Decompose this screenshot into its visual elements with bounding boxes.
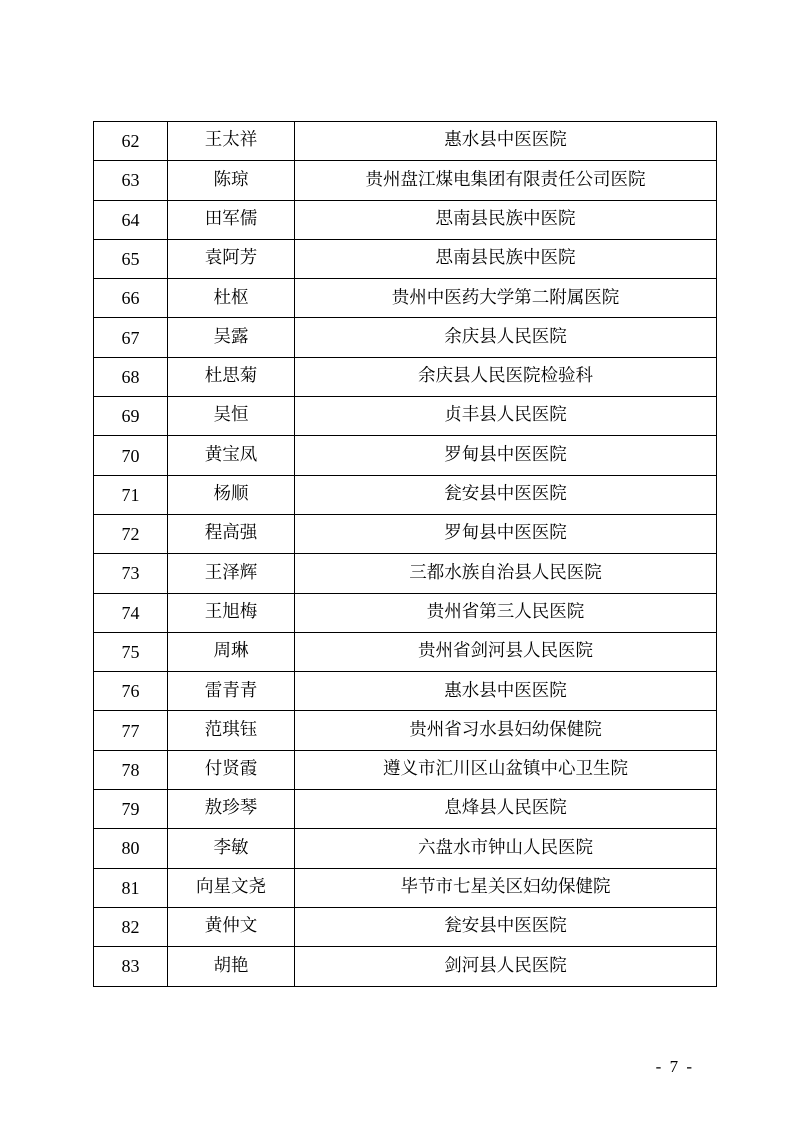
person-name-cell: 向星文尧 [168,868,295,907]
table-row [94,475,717,514]
organization-cell: 三都水族自治县人民医院 [295,554,717,593]
row-number-cell: 78 [94,750,168,789]
table-row [94,907,717,946]
row-number-cell: 62 [94,122,168,161]
row-number-cell: 74 [94,593,168,632]
row-number-cell: 76 [94,672,168,711]
row-number-cell: 68 [94,357,168,396]
row-number-cell: 66 [94,279,168,318]
row-number-cell: 83 [94,947,168,986]
organization-cell: 思南县民族中医院 [295,239,717,278]
organization-cell: 惠水县中医医院 [295,672,717,711]
person-name-cell: 程高强 [168,514,295,553]
table-row [94,397,717,436]
table-row [94,829,717,868]
table-row [94,318,717,357]
person-name-cell: 杜枢 [168,279,295,318]
row-number-cell: 75 [94,632,168,671]
table-row [94,161,717,200]
organization-cell: 剑河县人民医院 [295,947,717,986]
roster-table [93,121,717,987]
table-row [94,514,717,553]
row-number-cell: 72 [94,514,168,553]
organization-cell: 六盘水市钟山人民医院 [295,829,717,868]
row-number-cell: 63 [94,161,168,200]
person-name-cell: 周琳 [168,632,295,671]
organization-cell: 贵州中医药大学第二附属医院 [295,279,717,318]
person-name-cell: 黄宝凤 [168,436,295,475]
person-name-cell: 王旭梅 [168,593,295,632]
roster-table-body [94,122,717,987]
person-name-cell: 李敏 [168,829,295,868]
table-row [94,868,717,907]
table-row [94,593,717,632]
organization-cell: 贞丰县人民医院 [295,397,717,436]
person-name-cell: 王泽辉 [168,554,295,593]
organization-cell: 瓮安县中医医院 [295,475,717,514]
table-row [94,554,717,593]
table-row [94,357,717,396]
row-number-cell: 70 [94,436,168,475]
person-name-cell: 袁阿芳 [168,239,295,278]
person-name-cell: 胡艳 [168,947,295,986]
page-number: - 7 - [655,1057,694,1076]
person-name-cell: 杨顺 [168,475,295,514]
table-row [94,711,717,750]
organization-cell: 贵州盘江煤电集团有限责任公司医院 [295,161,717,200]
organization-cell: 贵州省剑河县人民医院 [295,632,717,671]
table-row [94,750,717,789]
organization-cell: 息烽县人民医院 [295,790,717,829]
person-name-cell: 敖珍琴 [168,790,295,829]
table-row [94,436,717,475]
organization-cell: 贵州省第三人民医院 [295,593,717,632]
person-name-cell: 付贤霞 [168,750,295,789]
person-name-cell: 范琪钰 [168,711,295,750]
organization-cell: 余庆县人民医院检验科 [295,357,717,396]
person-name-cell: 吴恒 [168,397,295,436]
row-number-cell: 80 [94,829,168,868]
organization-cell: 惠水县中医医院 [295,122,717,161]
organization-cell: 瓮安县中医医院 [295,907,717,946]
table-row [94,947,717,986]
person-name-cell: 田军儒 [168,200,295,239]
person-name-cell: 陈琼 [168,161,295,200]
row-number-cell: 65 [94,239,168,278]
table-row [94,122,717,161]
organization-cell: 余庆县人民医院 [295,318,717,357]
table-row [94,200,717,239]
table-row [94,239,717,278]
row-number-cell: 82 [94,907,168,946]
organization-cell: 遵义市汇川区山盆镇中心卫生院 [295,750,717,789]
table-row [94,632,717,671]
row-number-cell: 67 [94,318,168,357]
table-row [94,279,717,318]
row-number-cell: 77 [94,711,168,750]
row-number-cell: 81 [94,868,168,907]
person-name-cell: 黄仲文 [168,907,295,946]
person-name-cell: 雷青青 [168,672,295,711]
person-name-cell: 王太祥 [168,122,295,161]
organization-cell: 罗甸县中医医院 [295,436,717,475]
organization-cell: 思南县民族中医院 [295,200,717,239]
organization-cell: 毕节市七星关区妇幼保健院 [295,868,717,907]
row-number-cell: 73 [94,554,168,593]
person-name-cell: 吴露 [168,318,295,357]
row-number-cell: 69 [94,397,168,436]
organization-cell: 贵州省习水县妇幼保健院 [295,711,717,750]
person-name-cell: 杜思菊 [168,357,295,396]
table-row [94,790,717,829]
organization-cell: 罗甸县中医医院 [295,514,717,553]
row-number-cell: 64 [94,200,168,239]
table-row [94,672,717,711]
row-number-cell: 79 [94,790,168,829]
row-number-cell: 71 [94,475,168,514]
